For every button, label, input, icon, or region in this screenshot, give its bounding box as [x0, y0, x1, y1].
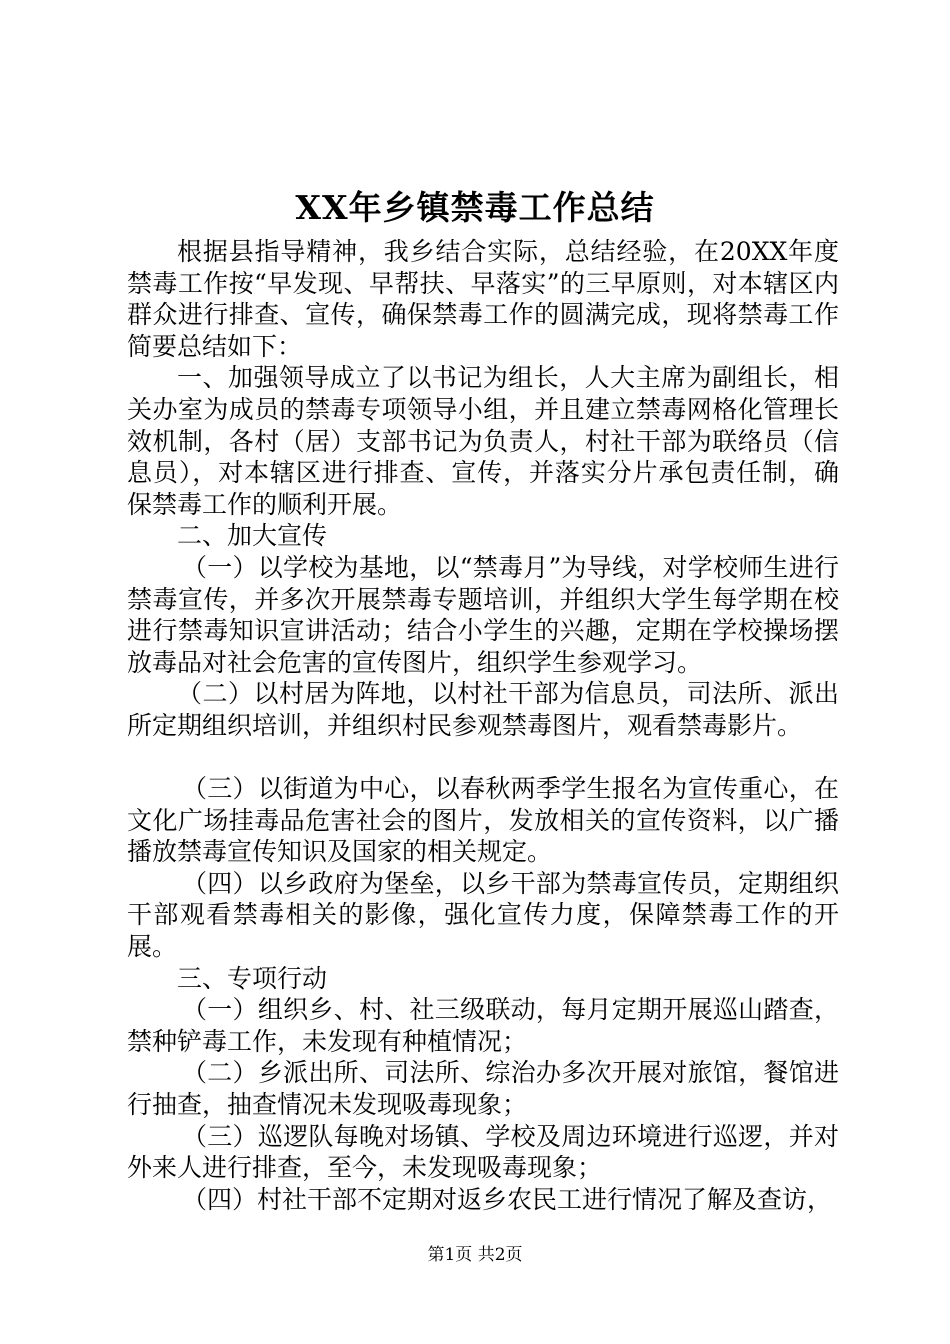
paragraph-2-4: （四）以乡政府为堡垒，以乡干部为禁毒宣传员，定期组织干部观看禁毒相关的影像，强化宣传力度，保障禁毒工作的开展。: [127, 868, 839, 962]
paragraph-2-3: （三）以街道为中心，以春秋两季学生报名为宣传重心，在文化广场挂毒品危害社会的图片，发放相关的宣传资料，以广播播放禁毒宣传知识及国家的相关规定。: [127, 774, 839, 867]
page-number: 第1页 共2页: [427, 1245, 523, 1265]
document-title: XX年乡镇禁毒工作总结: [295, 188, 655, 227]
paragraph-3-3: （三）巡逻队每晚对场镇、学校及周边环境进行巡逻，并对外来人进行排查，至今，未发现吸毒现象；: [127, 1121, 839, 1183]
heading-section-3: 三、专项行动: [177, 963, 328, 993]
paragraph-section-1: 一、加强领导成立了以书记为组长，人大主席为副组长，相关办室为成员的禁毒专项领导小组，并且建立禁毒网格化管理长效机制，各村（居）支部书记为负责人，村社干部为联络员（信息员），对本辖区进行排查、宣传，并落实分片承包责任制，确保禁毒工作的顺利开展。: [127, 363, 839, 519]
document-body: [127, 236, 839, 1215]
paragraph-3-1: （一）组织乡、村、社三级联动，每月定期开展巡山踏查，禁种铲毒工作，未发现有种植情况；: [127, 995, 839, 1056]
paragraph-3-4: （四）村社干部不定期对返乡农民工进行情况了解及查访，: [182, 1184, 833, 1214]
paragraph-2-2: （二）以村居为阵地，以村社干部为信息员，司法所、派出所定期组织培训，并组织村民参观禁毒图片，观看禁毒影片。: [127, 679, 839, 740]
paragraph-intro: 根据县指导精神，我乡结合实际，总结经验，在20XX年度禁毒工作按“早发现、早帮扶、早落实”的三早原则，对本辖区内群众进行排查、宣传，确保禁毒工作的圆满完成，现将禁毒工作简要总结如下：: [127, 237, 839, 361]
paragraph-2-1: （一）以学校为基地，以“禁毒月”为导线，对学校师生进行禁毒宣传，并多次开展禁毒专题培训，并组织大学生每学期在校进行禁毒知识宣讲活动；结合小学生的兴趣，定期在学校操场摆放毒品对社会危害的宣传图片，组织学生参观学习。: [127, 552, 839, 677]
paragraph-3-2: （二）乡派出所、司法所、综治办多次开展对旅馆，餐馆进行抽查，抽查情况未发现吸毒现象；: [127, 1058, 839, 1120]
heading-section-2: 二、加大宣传: [177, 521, 328, 551]
